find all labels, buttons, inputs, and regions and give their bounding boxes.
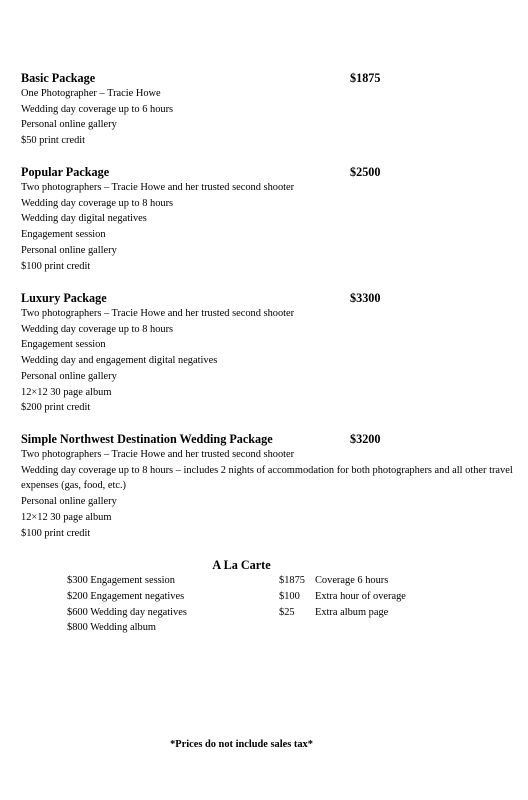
package-price: $3300 xyxy=(350,291,381,305)
package-header xyxy=(21,70,516,86)
package-feature: Two photographers – Tracie Howe and her trusted second shooter xyxy=(21,182,295,193)
a-la-carte-item: $300 Engagement session xyxy=(67,575,175,586)
package-header xyxy=(21,431,516,447)
a-la-carte-label: Extra hour of overage xyxy=(315,590,406,602)
package-title: Popular Package xyxy=(21,165,110,179)
package-feature: Wedding day coverage up to 6 hours xyxy=(21,103,174,115)
a-la-carte-item xyxy=(279,573,509,589)
a-la-carte-item: $200 Engagement negatives xyxy=(67,590,185,602)
package-feature: Engagement session xyxy=(21,339,106,351)
package-feature: 12×12 30 page album xyxy=(21,511,112,523)
a-la-carte-label: Coverage 6 hours xyxy=(315,575,389,586)
package-title: Luxury Package xyxy=(21,291,107,305)
package-feature: Wedding day digital negatives xyxy=(21,213,147,225)
a-la-carte-price: $25 xyxy=(279,606,295,618)
sales-tax-note: *Prices do not include sales tax* xyxy=(170,739,313,750)
package-feature: Personal online gallery xyxy=(21,370,117,382)
package-feature: Two photographers – Tracie Howe and her trusted second shooter xyxy=(21,449,295,460)
a-la-carte-price: $100 xyxy=(279,590,300,602)
package-feature: $100 print credit xyxy=(21,260,91,272)
a-la-carte-left-column xyxy=(67,573,187,636)
package-luxury xyxy=(21,290,516,416)
package-price: $2500 xyxy=(350,165,381,179)
package-basic xyxy=(21,70,516,149)
package-feature: One Photographer – Tracie Howe xyxy=(21,88,161,99)
package-feature: 12×12 30 page album xyxy=(21,386,112,398)
package-feature: Personal online gallery xyxy=(21,244,117,256)
package-feature: Personal online gallery xyxy=(21,119,117,131)
package-feature: Wedding day and engagement digital negatives xyxy=(21,355,218,367)
package-destination xyxy=(21,431,516,541)
a-la-carte-title: A La Carte xyxy=(212,558,271,572)
a-la-carte-label: Extra album page xyxy=(315,606,389,618)
package-feature: Wedding day coverage up to 8 hours xyxy=(21,323,174,335)
package-title: Basic Package xyxy=(21,71,96,85)
package-feature: $200 print credit xyxy=(21,402,91,414)
package-title: Simple Northwest Destination Wedding Package xyxy=(21,432,273,446)
a-la-carte-right-column xyxy=(279,573,509,620)
package-feature: Wedding day coverage up to 8 hours – includes 2 nights of accommodation for both photographers and all other travel expenses (gas, food, etc.) xyxy=(21,464,513,492)
package-feature: Wedding day coverage up to 8 hours xyxy=(21,197,174,209)
package-feature: Two photographers – Tracie Howe and her trusted second shooter xyxy=(21,308,295,319)
package-feature: $100 print credit xyxy=(21,527,91,539)
a-la-carte-item: $800 Wedding album xyxy=(67,622,157,634)
package-price: $3200 xyxy=(350,432,381,446)
package-feature: Personal online gallery xyxy=(21,496,117,508)
package-popular xyxy=(21,164,516,274)
a-la-carte-price: $1875 xyxy=(279,575,305,586)
package-feature: Engagement session xyxy=(21,229,106,241)
package-feature: $50 print credit xyxy=(21,135,86,147)
a-la-carte-item xyxy=(279,589,509,605)
package-price: $1875 xyxy=(350,71,381,85)
package-header xyxy=(21,290,516,306)
package-header xyxy=(21,164,516,180)
a-la-carte-item xyxy=(279,605,509,621)
a-la-carte-item: $600 Wedding day negatives xyxy=(67,606,187,618)
